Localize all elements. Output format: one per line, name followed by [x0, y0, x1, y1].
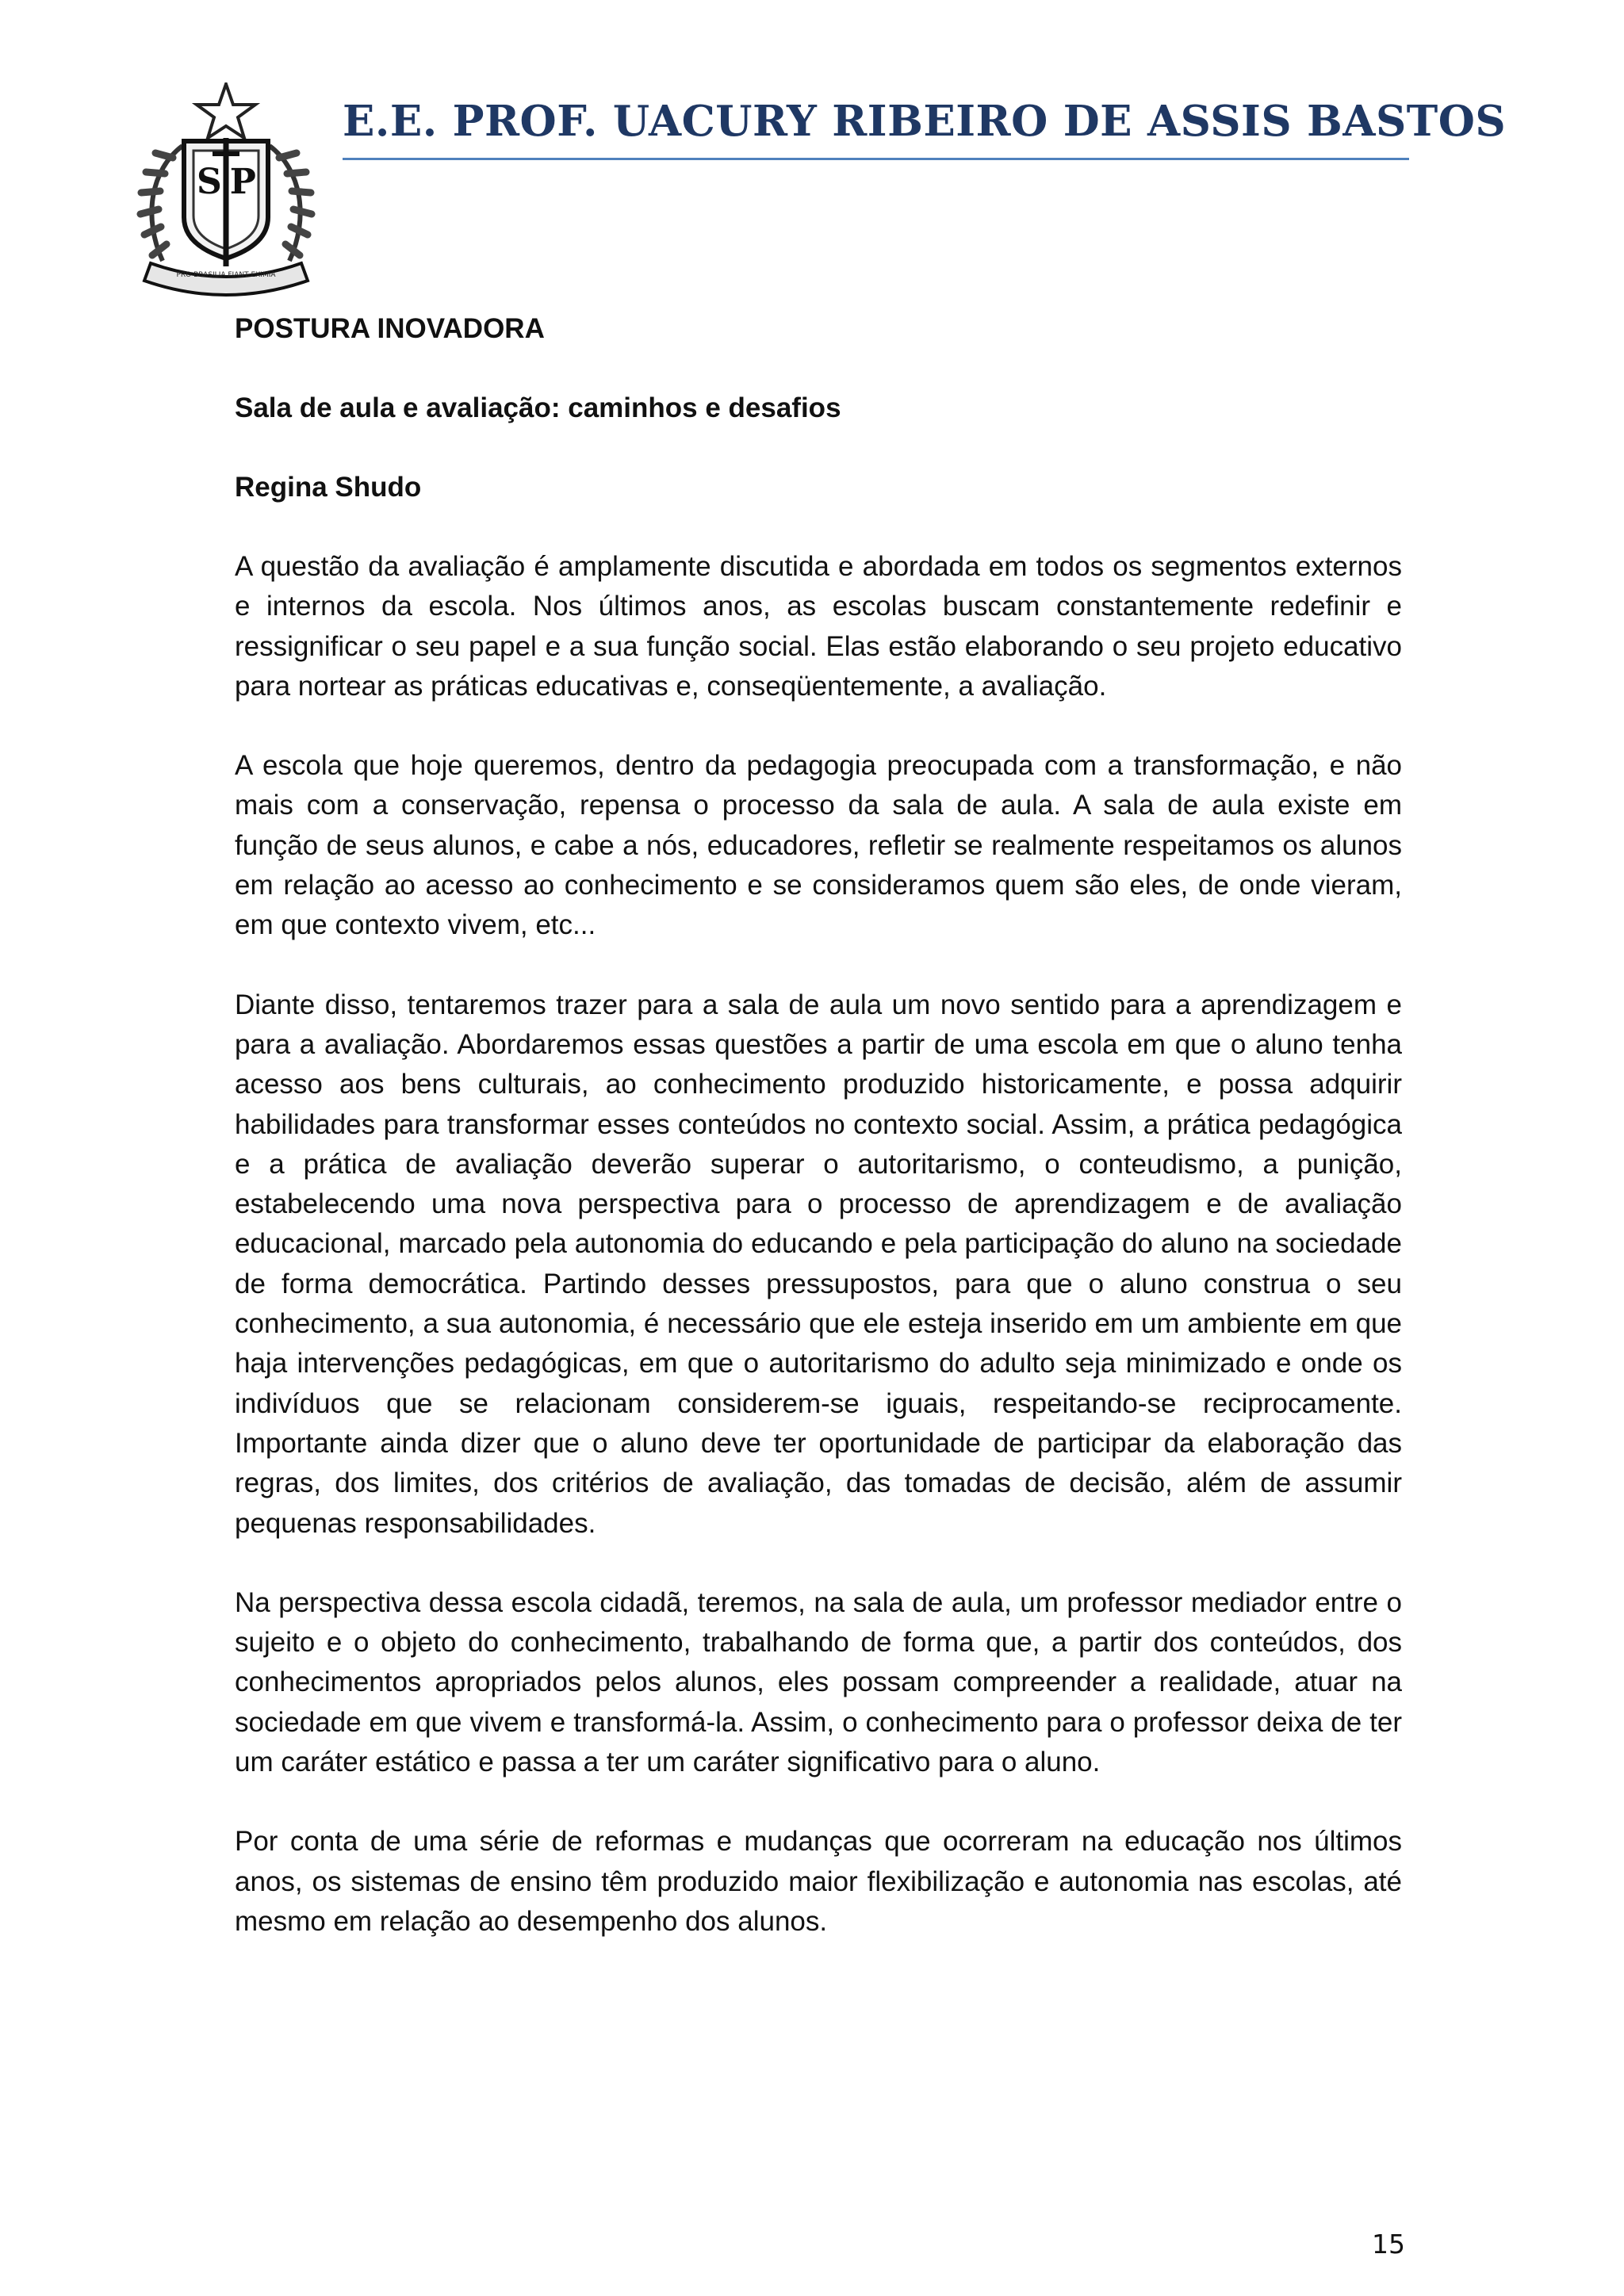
paragraph: A escola que hoje queremos, dentro da pedagogia preocupada com a transformação, e não mais com a conservação, repensa o processo da sala de aula. A sala de aula existe em função de seus alunos, e cabe a nós, educadores, refletir se realmente respeitamos os alunos em relação ao acesso ao conhecimento e se consideramos quem são eles, de onde vieram, em que contexto vivem, etc... [235, 750, 1402, 941]
article-body [235, 309, 1402, 1981]
header-divider [343, 158, 1409, 160]
paragraph: Diante disso, tentaremos trazer para a sala de aula um novo sentido para a aprendizagem e para a avaliação. Abordaremos essas questões a partir de uma escola em que o aluno tenha acesso aos bens culturais, ao conhecimento produzido historicamente, e possa adquirir habilidades para transformar esses conteúdos no contexto social. Assim, a prática pedagógica e a prática de avaliação deverão superar o autoritarismo, o conteudismo, a punição, estabelecendo uma nova perspectiva para o processo de aprendizagem e de avaliação educacional, marcado pela autonomia do educando e pela participação do aluno na sociedade de forma democrática. Partindo desses pressupostos, para que o aluno construa o seu conhecimento, a sua autonomia, é necessário que ele esteja inserido em um ambiente em que haja intervenções pedagógicas, em que o autoritarismo do adulto seja minimizado e onde os indivíduos que se relacionam considerem-se iguais, respeitando-se reciprocamente. Importante ainda dizer que o aluno deve ter oportunidade de participar da elaboração das regras, dos limites, dos critérios de avaliação, das tomadas de decisão, além de assumir pequenas responsabilidades. [235, 989, 1402, 1539]
logo-motto: PRO BRASILIA FIANT EXIMIA [176, 271, 276, 279]
article-author: Regina Shudo [235, 472, 422, 503]
coat-of-arms-icon [127, 82, 325, 303]
section-title: POSTURA INOVADORA [235, 313, 545, 344]
page-number: 15 [1372, 2229, 1405, 2260]
paragraph: Por conta de uma série de reformas e mudanças que ocorreram na educação nos últimos anos, os sistemas de ensino têm produzido maior flexibilização e autonomia nas escolas, até mesmo em relação ao desempenho dos alunos. [235, 1826, 1402, 1937]
article-title: Sala de aula e avaliação: caminhos e desafios [235, 392, 841, 423]
paragraph: Na perspectiva dessa escola cidadã, teremos, na sala de aula, um professor mediador entre o sujeito e o objeto do conhecimento, trabalhando de forma que, a partir dos conteúdos, dos conhecimentos apropriados pelos alunos, eles possam compreender a realidade, atuar na sociedade em que vivem e transformá-la. Assim, o conhecimento para o professor deixa de ter um caráter estático e passa a ter um caráter significativo para o aluno. [235, 1586, 1402, 1778]
school-name: E.E. PROF. UACURY RIBEIRO DE ASSIS BASTOS [343, 97, 1507, 146]
logo-letters: SP [197, 162, 264, 202]
paragraph: A questão da avaliação é amplamente discutida e abordada em todos os segmentos externos e internos da escola. Nos últimos anos, as escolas buscam constantemente redefinir e ressignificar o seu papel e a sua função social. Elas estão elaborando o seu projeto educativo para nortear as práticas educativas e, conseqüentemente, a avaliação. [235, 551, 1402, 702]
